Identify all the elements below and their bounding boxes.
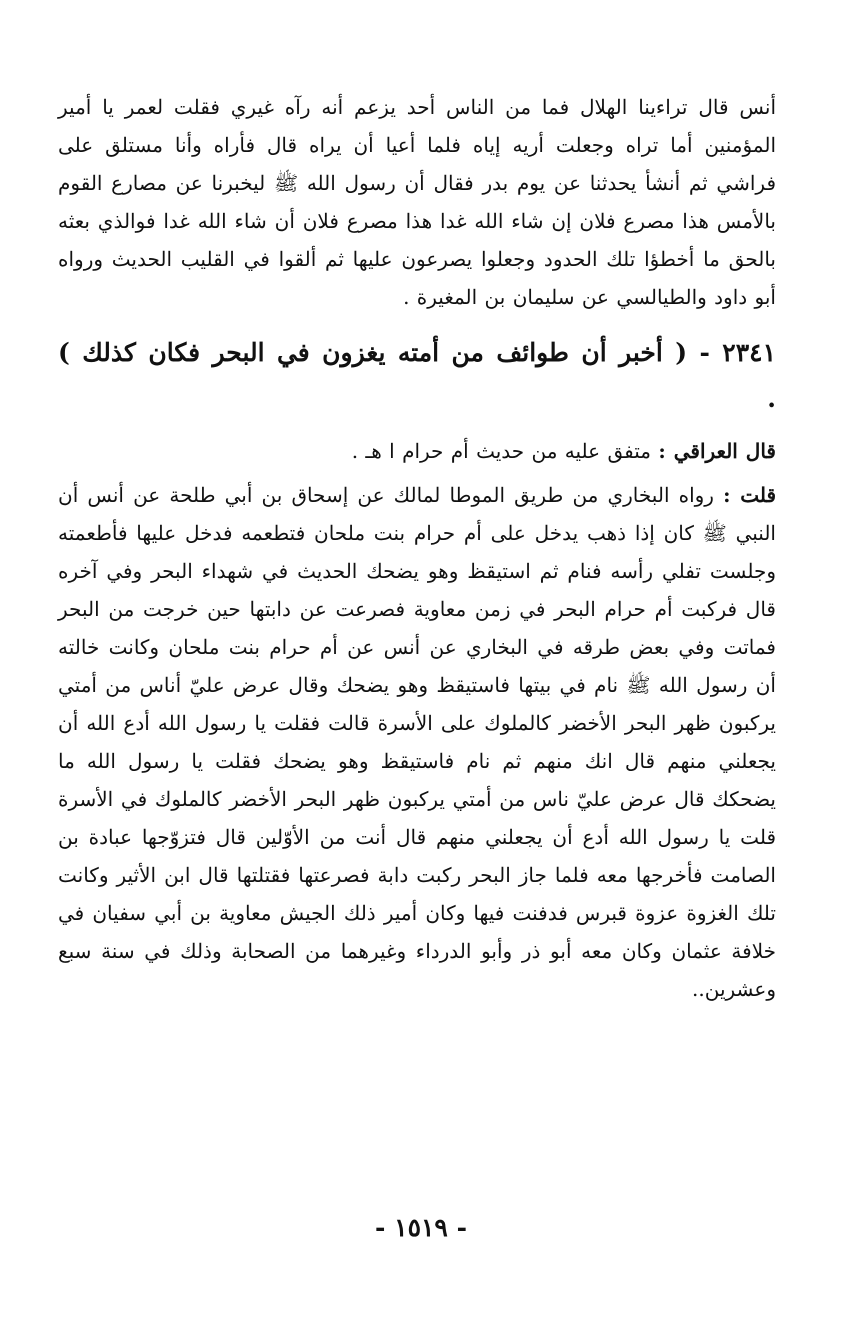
qult-text: رواه البخاري من طريق الموطا لمالك عن إسحاق بن أبي طلحة عن أنس أن النبي ﷺ كان إذا ذهب يدخل على أم حرام بنت ملحان فتطعمه فدخل عليها فأطعمته وجلست تفلي رأسه فنام ثم استيقظ وهو يضحك الحديث في شهداء البحر وفي آخره قال فركبت أم حرام البحر في زمن معاوية فصرعت عن دابتها حين خرجت من البحر فماتت وفي بعض طرقه في البخاري عن أنس عن أم حرام بنت ملحان وكانت خالته أن رسول الله ﷺ نام في بيتها فاستيقظ وهو يضحك وقال عرض عليّ أناس من أمتي يركبون ظهر البحر الأخضر كالملوك على الأسرة قالت فقلت يا رسول الله أدع الله أن يجعلني منهم قال انك منهم ثم نام فاستيقظ وهو يضحك فقلت يا رسول الله ما يضحكك قال عرض عليّ ناس من أمتي يركبون ظهر البحر الأخضر كالملوك في الأسرة قلت يا رسول الله أدع أن يجعلني منهم قال أنت من الأوّلين قال فتزوّجها عبادة بن الصامت فأخرجها معه فلما جاز البحر ركبت دابة فصرعتها فقتلتها قال ابن الأثير وكانت تلك الغزوة عزوة قبرس فدفنت فيها وكان أمير ذلك الجيش معاوية بن أبي سفيان في خلافة عثمان وكان معه أبو ذر وأبو الدرداء وغيرهما من الصحابة وذلك في سنة سبع وعشرين.. <box>58 483 776 1001</box>
hadith-heading: ٢٣٤١ - ( أخبر أن طوائف من أمته يغزون في البحر فكان كذلك ) . <box>58 338 776 413</box>
page-number: - ١٥١٩ - <box>375 1213 467 1242</box>
iraqi-label: قال العراقي : <box>658 439 776 463</box>
qult-label: قلت : <box>723 483 777 507</box>
qult-paragraph <box>58 476 776 1008</box>
iraqi-text: متفق عليه من حديث أم حرام ا هـ . <box>351 439 652 463</box>
page-content <box>58 88 776 1288</box>
opening-paragraph: أنس قال تراءينا الهلال فما من الناس أحد يزعم أنه رآه غيري فقلت لعمر يا أمير المؤمنين أما تراه وجعلت أريه إياه فلما أعيا أن يراه قال فأراه وأنا مستلق على فراشي ثم أنشأ يحدثنا عن يوم بدر فقال أن رسول الله ﷺ ليخبرنا عن مصارع القوم بالأمس هذا مصرع فلان إن شاء الله غدا هذا مصرع فلان أن شاء الله غدا فوالذي بعثه بالحق ما أخطؤا تلك الحدود وجعلوا يصرعون عليها ثم ألقوا في القليب الحديث ورواه أبو داود والطيالسي عن سليمان بن المغيرة . <box>58 95 776 309</box>
iraqi-paragraph <box>58 432 776 470</box>
